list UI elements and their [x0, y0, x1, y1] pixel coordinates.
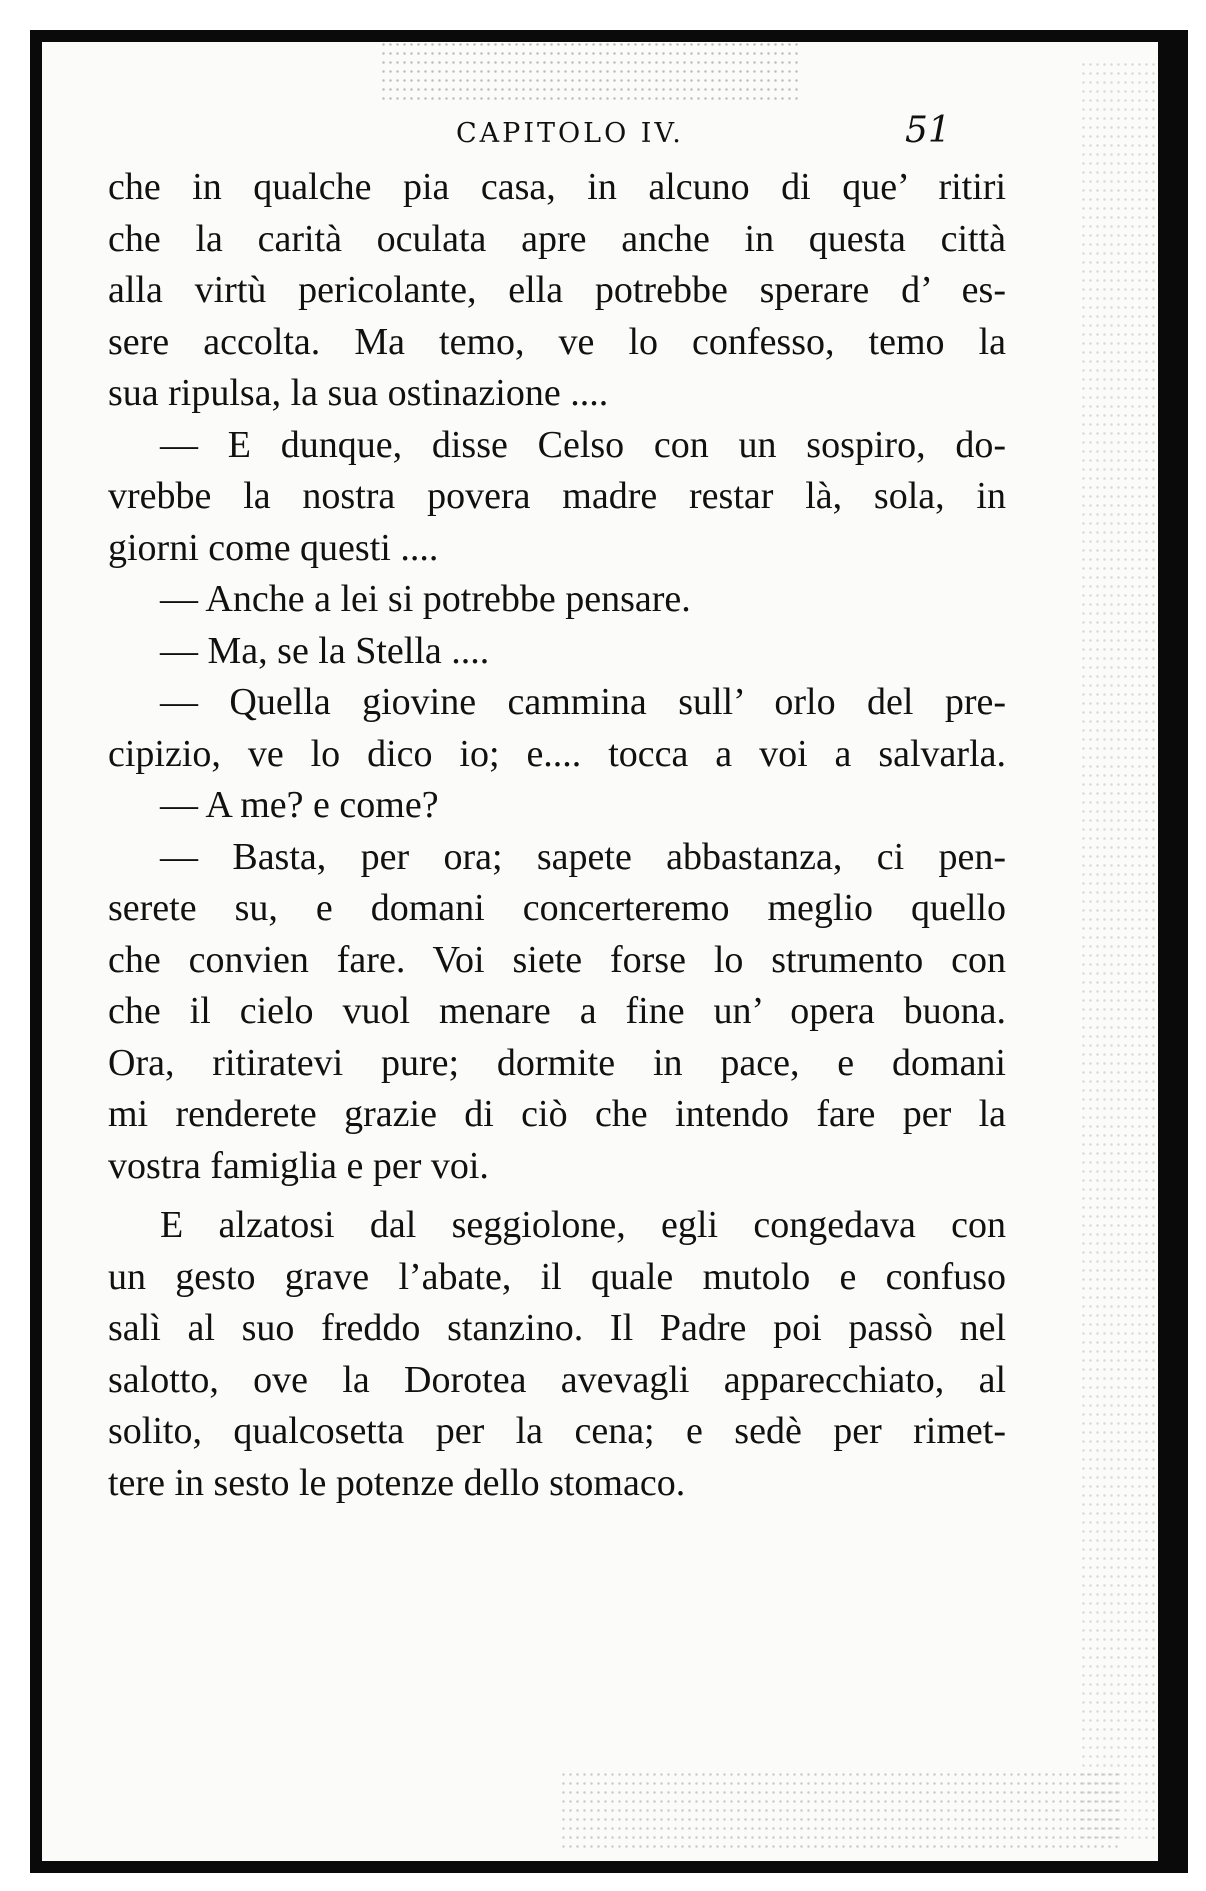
paragraph-gap [108, 1192, 1006, 1200]
running-head: CAPITOLO IV. [456, 118, 684, 149]
text-line: serete su, e domani concerteremo meglio quello [108, 887, 1006, 929]
text-line: solito, qualcosetta per la cena; e sedè per rimet- [108, 1410, 1006, 1452]
text-line: mi renderete grazie di ciò che intendo fare per la [108, 1093, 1006, 1135]
text-line: che convien fare. Voi siete forse lo strumento con [108, 938, 1006, 981]
scan-noise-bottom [560, 1770, 1120, 1850]
text-line: salotto, ove la Dorotea avevagli apparecchiato, al [108, 1358, 1006, 1401]
text-line: tere in sesto le potenze dello stomaco. [108, 1461, 686, 1504]
page-number: 51 [905, 110, 951, 151]
text-line: — Quella giovine cammina sull’ orlo del pre- [160, 681, 1006, 723]
text-line: un gesto grave l’abate, il quale mutolo e confuso [108, 1255, 1006, 1298]
text-line: cipizio, ve lo dico io; e.... tocca a voi a salvarla. [108, 732, 1006, 775]
body-text [108, 162, 1006, 1509]
text-line: giorni come questi .... [108, 526, 439, 569]
text-line: vrebbe la nostra povera madre restar là, sola, in [108, 475, 1006, 517]
text-line: che il cielo vuol menare a fine un’ opera buona. [108, 990, 1006, 1032]
text-line: alla virtù pericolante, ella potrebbe sperare d’ es- [108, 269, 1006, 311]
text-line: E alzatosi dal seggiolone, egli congedava con [160, 1204, 1006, 1246]
text-line: — Ma, se la Stella .... [160, 629, 490, 672]
text-line: — Basta, per ora; sapete abbastanza, ci pen- [160, 835, 1006, 878]
text-line: che in qualche pia casa, in alcuno di que’ ritiri [108, 166, 1006, 208]
scan-noise-top [380, 40, 800, 100]
text-line: vostra famiglia e per voi. [108, 1144, 489, 1187]
text-line: — Anche a lei si potrebbe pensare. [160, 578, 691, 620]
text-line: sere accolta. Ma temo, ve lo confesso, temo la [108, 320, 1006, 363]
scan-noise-right [1080, 60, 1160, 1840]
text-line: — E dunque, disse Celso con un sospiro, do- [160, 423, 1006, 466]
text-line: Ora, ritiratevi pure; dormite in pace, e domani [108, 1041, 1006, 1084]
text-line: — A me? e come? [160, 784, 439, 826]
text-line: che la carità oculata apre anche in questa città [108, 217, 1006, 260]
text-line: sua ripulsa, la sua ostinazione .... [108, 372, 609, 414]
text-line: salì al suo freddo stanzino. Il Padre poi passò nel [108, 1307, 1006, 1349]
